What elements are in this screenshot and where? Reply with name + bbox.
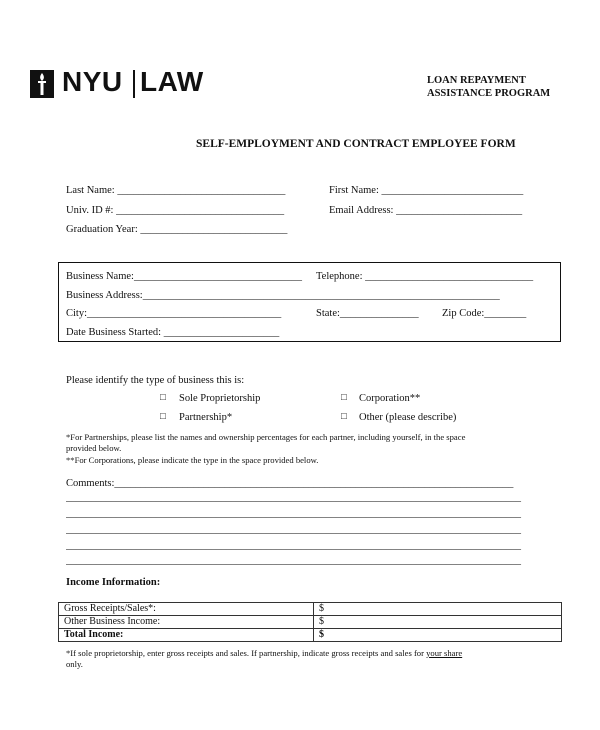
income-table xyxy=(58,602,562,642)
partnership-label: Partnership* xyxy=(179,412,233,423)
zip-code-field[interactable]: Zip Code:________ xyxy=(442,308,527,319)
program-line-2: ASSISTANCE PROGRAM xyxy=(427,88,551,99)
state-field[interactable]: State:_______________ xyxy=(316,308,419,319)
logo-law: LAW xyxy=(140,66,204,97)
total-income-value[interactable]: $ xyxy=(314,629,562,642)
income-footnote xyxy=(66,648,462,658)
business-address-field[interactable]: Business Address:____________________________________________________________________ xyxy=(66,290,500,301)
corporation-label: Corporation** xyxy=(359,393,421,404)
other-income-value[interactable]: $ xyxy=(314,616,562,629)
business-type-prompt: Please identify the type of business this is: xyxy=(66,375,245,386)
nyu-torch-icon xyxy=(30,70,54,98)
sole-proprietorship-label: Sole Proprietorship xyxy=(179,393,261,404)
city-field[interactable]: City:_____________________________________ xyxy=(66,308,282,319)
comments-line[interactable]: ___________________________________________________________________________________________ xyxy=(66,540,521,551)
partnership-note: *For Partnerships, please list the names and ownership percentages for each partner, including yourself, in the space xyxy=(66,432,466,442)
table-row xyxy=(59,603,562,616)
univ-id-field[interactable]: Univ. ID #: ________________________________ xyxy=(66,205,285,216)
income-footnote-underlined: your share xyxy=(426,648,463,658)
sole-proprietorship-checkbox[interactable]: □ xyxy=(160,393,166,403)
comments-field[interactable]: Comments:____________________________________________________________________________ xyxy=(66,478,514,489)
other-checkbox[interactable]: □ xyxy=(341,412,347,422)
total-income-label: Total Income: xyxy=(59,629,314,642)
graduation-year-field[interactable]: Graduation Year: ____________________________ xyxy=(66,224,288,235)
gross-receipts-label: Gross Receipts/Sales*: xyxy=(59,603,314,616)
logo-divider xyxy=(133,70,135,98)
other-income-label: Other Business Income: xyxy=(59,616,314,629)
comments-line[interactable]: ___________________________________________________________________________________________ xyxy=(66,492,521,503)
partnership-checkbox[interactable]: □ xyxy=(160,412,166,422)
comments-line[interactable]: ___________________________________________________________________________________________ xyxy=(66,508,521,519)
corporation-note: **For Corporations, please indicate the type in the space provided below. xyxy=(66,455,319,465)
income-footnote-cont: only. xyxy=(66,659,83,669)
telephone-field[interactable]: Telephone: ________________________________ xyxy=(316,271,534,282)
last-name-field[interactable]: Last Name: ________________________________ xyxy=(66,185,286,196)
table-row xyxy=(59,629,562,642)
program-line-1: LOAN REPAYMENT xyxy=(427,75,526,86)
logo-nyu: NYU xyxy=(62,66,123,97)
partnership-note-cont: provided below. xyxy=(66,443,122,453)
table-row xyxy=(59,616,562,629)
comments-line[interactable]: ___________________________________________________________________________________________ xyxy=(66,524,521,535)
income-heading: Income Information: xyxy=(66,577,161,588)
income-footnote-text: *If sole proprietorship, enter gross receipts and sales. If partnership, indicate gross receipts and sales for xyxy=(66,648,424,658)
form-title: SELF-EMPLOYMENT AND CONTRACT EMPLOYEE FORM xyxy=(196,138,516,150)
first-name-field[interactable]: First Name: ___________________________ xyxy=(329,185,524,196)
corporation-checkbox[interactable]: □ xyxy=(341,393,347,403)
comments-line[interactable]: ___________________________________________________________________________________________ xyxy=(66,555,521,566)
email-field[interactable]: Email Address: ________________________ xyxy=(329,205,523,216)
business-name-field[interactable]: Business Name:________________________________ xyxy=(66,271,302,282)
gross-receipts-value[interactable]: $ xyxy=(314,603,562,616)
other-label: Other (please describe) xyxy=(359,412,457,423)
date-business-started-field[interactable]: Date Business Started: ______________________ xyxy=(66,327,280,338)
